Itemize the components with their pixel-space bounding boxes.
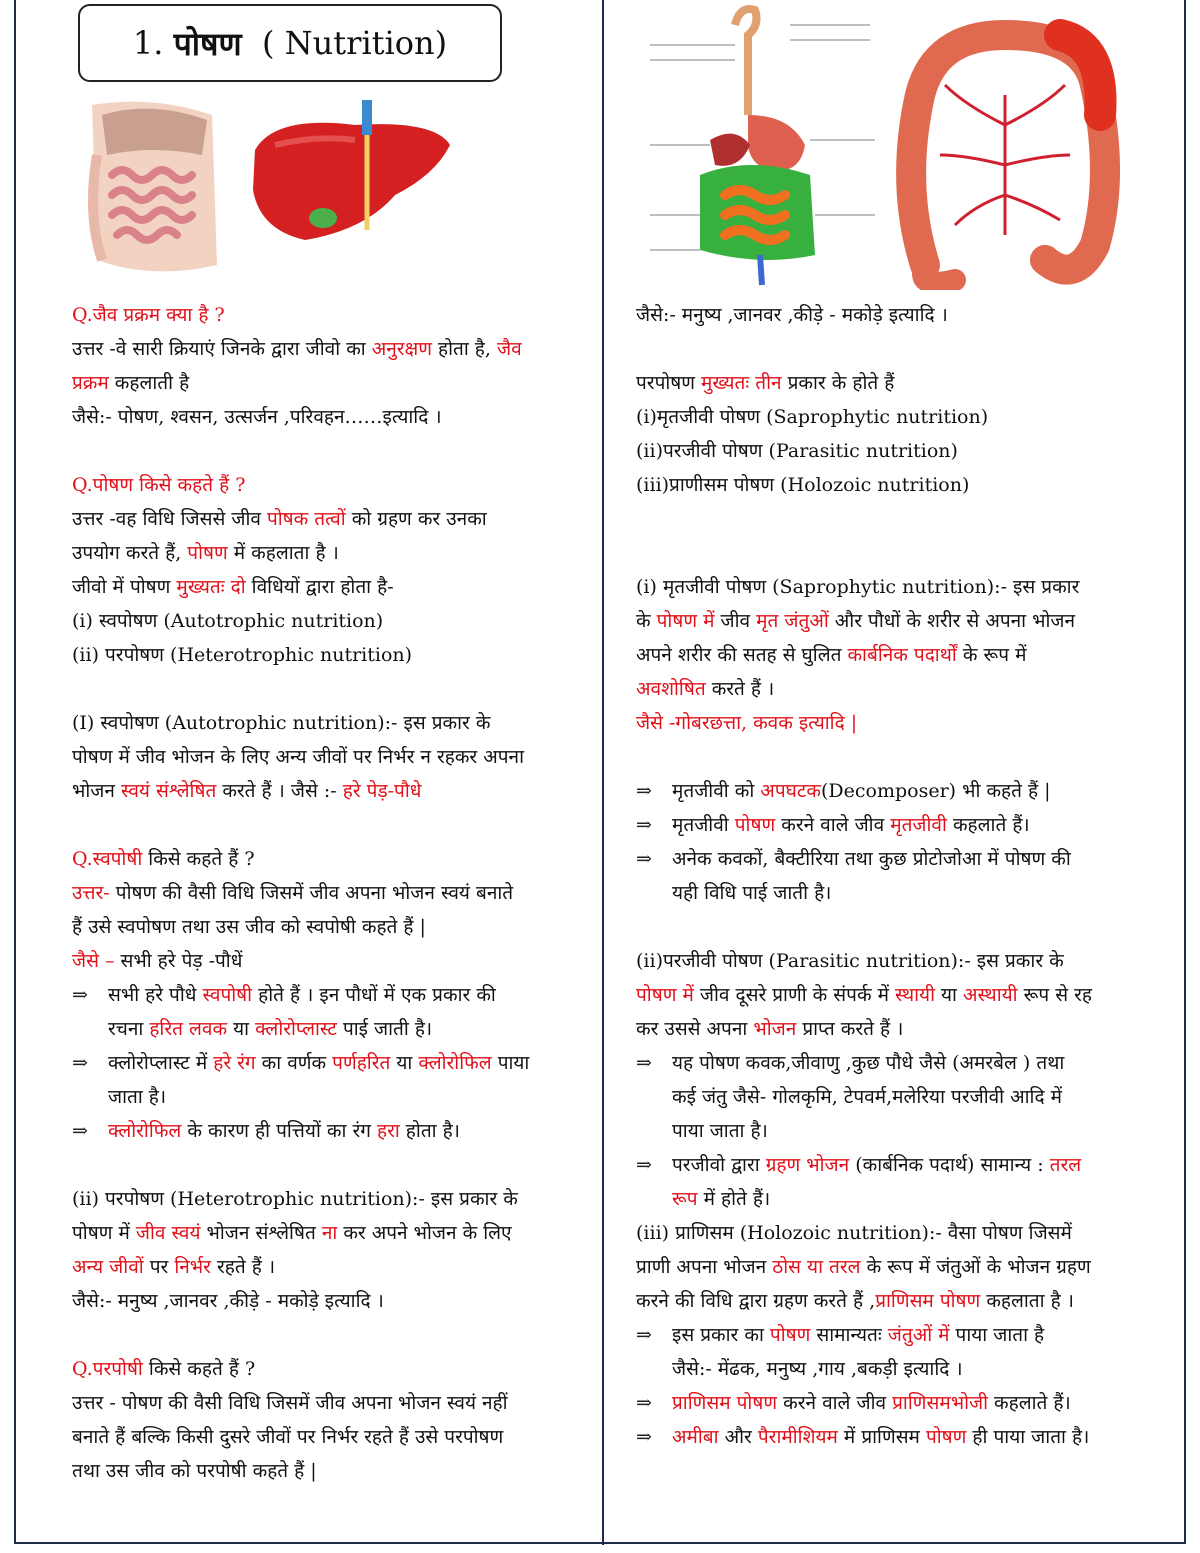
bullet-continuation: जाता है।	[108, 1086, 167, 1108]
question-jaiv-prakram: Q.जैव प्रक्रम क्या है ?	[72, 304, 225, 326]
mode-autotrophic: (i) स्वपोषण (Autotrophic nutrition)	[72, 610, 384, 632]
answer-line: उत्तर -वे सारी क्रियाएं जिनके द्वारा जीवो का अनुरक्षण होता है, जैव	[72, 338, 522, 360]
bullet-item: ⇒ अमीबा और पैरामीशियम में प्राणिसम पोषण ही पाया जाता है।	[636, 1420, 1156, 1454]
answer-line: हैं उसे स्वपोषण तथा उस जीव को स्वपोषी कहते हैं |	[72, 916, 426, 938]
bullet-continuation: पाया जाता है।	[672, 1120, 768, 1142]
arrow-icon: ⇒	[636, 1392, 652, 1414]
question-poshan: Q.पोषण किसे कहते हैं ?	[72, 474, 246, 496]
arrow-icon: ⇒	[72, 984, 88, 1006]
bullet-item: ⇒ अनेक कवकों, बैक्टीरिया तथा कुछ प्रोटोजोआ में पोषण की	[636, 842, 1156, 876]
bullet-continuation: यही विधि पाई जाती है।	[672, 882, 832, 904]
question-swaposhi: Q.स्वपोषी किसे कहते हैं ?	[72, 848, 255, 870]
saprophytic-def: अवशोषित करते हैं ।	[636, 678, 775, 700]
title-number: 1.	[132, 24, 164, 62]
bullet-continuation: रूप में होते हैं।	[672, 1188, 771, 1210]
liver-illustration	[245, 100, 460, 250]
type-holozoic: (iii)प्राणीसम पोषण (Holozoic nutrition)	[636, 474, 970, 496]
bullet-item: ⇒ प्राणिसम पोषण करने वाले जीव प्राणिसमभोजी कहलाते हैं।	[636, 1386, 1156, 1420]
answer-line: उपयोग करते हैं, पोषण में कहलाता है ।	[72, 542, 339, 564]
example-line: जैसे:- मनुष्य ,जानवर ,कीड़े - मकोड़े इत्यादि ।	[72, 1290, 384, 1312]
arrow-icon: ⇒	[636, 1324, 652, 1346]
modes-intro: जीवो में पोषण मुख्यतः दो विधियों द्वारा होता है-	[72, 576, 394, 598]
arrow-icon: ⇒	[636, 848, 652, 870]
answer-line: बनाते हैं बल्कि किसी दुसरे जीवों पर निर्भर रहते हैं उसे परपोषण	[72, 1426, 504, 1448]
bullet-item: ⇒ इस प्रकार का पोषण सामान्यतः जंतुओं में पाया जाता है	[636, 1318, 1156, 1352]
parasitic-def: (ii)परजीवी पोषण (Parasitic nutrition):- इस प्रकार के	[636, 950, 1064, 972]
saprophytic-def: के पोषण में जीव मृत जंतुओं और पौधों के शरीर से अपना भोजन	[636, 610, 1076, 632]
type-saprophytic: (i)मृतजीवी पोषण (Saprophytic nutrition)	[636, 406, 989, 428]
large-intestine-illustration	[895, 5, 1120, 290]
bullet-item: ⇒ सभी हरे पौधे स्वपोषी होते हैं । इन पौधों में एक प्रकार की	[72, 978, 592, 1012]
arrow-icon: ⇒	[72, 1052, 88, 1074]
question-paraposhi: Q.परपोषी किसे कहते हैं ?	[72, 1358, 256, 1380]
parasitic-def: पोषण में जीव दूसरे प्राणी के संपर्क में स्थायी या अस्थायी रूप से रह	[636, 984, 1092, 1006]
arrow-icon: ⇒	[636, 780, 652, 802]
example-line: जैसे:- पोषण, श्वसन, उत्सर्जन ,परिवहन……इत्यादि ।	[72, 406, 442, 428]
arrow-icon: ⇒	[636, 1052, 652, 1074]
type-parasitic: (ii)परजीवी पोषण (Parasitic nutrition)	[636, 440, 958, 462]
example-line: जैसे – सभी हरे पेड़ -पौधें	[72, 950, 243, 972]
bullet-item: ⇒ क्लोरोफिल के कारण ही पत्तियों का रंग हरा होता है।	[72, 1114, 592, 1148]
bullet-continuation: रचना हरित लवक या क्लोरोप्लास्ट पाई जाती है।	[108, 1018, 433, 1040]
answer-line: उत्तर -वह विधि जिससे जीव पोषक तत्वों को ग्रहण कर उनका	[72, 508, 487, 530]
bullet-item: ⇒ मृतजीवी पोषण करने वाले जीव मृतजीवी कहलाते हैं।	[636, 808, 1156, 842]
bullet-item: ⇒ यह पोषण कवक,जीवाणु ,कुछ पौधे जैसे (अमरबेल ) तथा	[636, 1046, 1156, 1080]
example-line: जैसे:- मनुष्य ,जानवर ,कीड़े - मकोड़े इत्यादि ।	[636, 304, 948, 326]
types-intro: परपोषण मुख्यतः तीन प्रकार के होते हैं	[636, 372, 895, 394]
bullet-continuation: कई जंतु जैसे- गोलकृमि, टेपवर्म,मलेरिया परजीवी आदि में	[672, 1086, 1062, 1108]
left-column	[72, 298, 592, 1488]
intestine-illustration	[82, 95, 222, 275]
heterotrophic-def: (ii) परपोषण (Heterotrophic nutrition):- इस प्रकार के	[72, 1188, 518, 1210]
holozoic-def: करने की विधि द्वारा ग्रहण करते हैं ,प्राणिसम पोषण कहलाता है ।	[636, 1290, 1074, 1312]
arrow-icon: ⇒	[636, 1426, 652, 1448]
arrow-icon: ⇒	[636, 814, 652, 836]
answer-line: तथा उस जीव को परपोषी कहते हैं |	[72, 1460, 317, 1482]
autotrophic-def: पोषण में जीव भोजन के लिए अन्य जीवों पर निर्भर न रहकर अपना	[72, 746, 525, 768]
parasitic-def: कर उससे अपना भोजन प्राप्त करते हैं ।	[636, 1018, 904, 1040]
bullet-item: ⇒ क्लोरोप्लास्ट में हरे रंग का वर्णक पर्णहरित या क्लोरोफिल पाया	[72, 1046, 592, 1080]
digestive-system-diagram	[640, 5, 880, 290]
arrow-icon: ⇒	[72, 1120, 88, 1142]
autotrophic-def: भोजन स्वयं संश्लेषित करते हैं । जैसे :- हरे पेड़-पौधे	[72, 780, 422, 802]
heterotrophic-def: अन्य जीवों पर निर्भर रहते हैं ।	[72, 1256, 276, 1278]
autotrophic-def: (I) स्वपोषण (Autotrophic nutrition):- इस प्रकार के	[72, 712, 491, 734]
answer-line: प्रक्रम कहलाती है	[72, 372, 190, 394]
example-line: जैसे -गोबरछत्ता, कवक इत्यादि |	[636, 712, 858, 734]
column-divider	[602, 0, 604, 1545]
bullet-continuation: जैसे:- मेंढक, मनुष्य ,गाय ,बकड़ी इत्यादि ।	[672, 1358, 963, 1380]
bullet-item: ⇒ मृतजीवी को अपघटक(Decomposer) भी कहते हैं |	[636, 774, 1156, 808]
answer-line: उत्तर- पोषण की वैसी विधि जिसमें जीव अपना भोजन स्वयं बनाते	[72, 882, 514, 904]
holozoic-def: (iii) प्राणिसम (Holozoic nutrition):- वैसा पोषण जिसमें	[636, 1222, 1072, 1244]
answer-line: उत्तर - पोषण की वैसी विधि जिसमें जीव अपना भोजन स्वयं नहीं	[72, 1392, 508, 1414]
holozoic-def: प्राणी अपना भोजन ठोस या तरल के रूप में जंतुओं के भोजन ग्रहण	[636, 1256, 1091, 1278]
heterotrophic-def: पोषण में जीव स्वयं भोजन संश्लेषित ना कर अपने भोजन के लिए	[72, 1222, 512, 1244]
bullet-item: ⇒ परजीवो द्वारा ग्रहण भोजन (कार्बनिक पदार्थ) सामान्य : तरल	[636, 1148, 1156, 1182]
page-title	[78, 4, 502, 82]
mode-heterotrophic: (ii) परपोषण (Heterotrophic nutrition)	[72, 644, 413, 666]
title-hindi: पोषण	[173, 24, 242, 63]
saprophytic-def: अपने शरीर की सतह से घुलित कार्बनिक पदार्थों के रूप में	[636, 644, 1027, 666]
right-column	[636, 298, 1156, 1454]
title-english: ( Nutrition)	[262, 24, 448, 62]
saprophytic-def: (i) मृतजीवी पोषण (Saprophytic nutrition):- इस प्रकार	[636, 576, 1080, 598]
arrow-icon: ⇒	[636, 1154, 652, 1176]
